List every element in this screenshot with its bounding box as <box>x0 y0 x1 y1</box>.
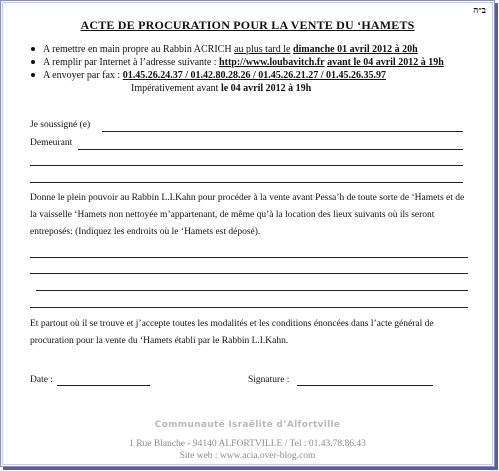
signatory-label: Je soussigné (e) <box>30 120 91 130</box>
document-title: ACTE DE PROCURATION POUR LA VENTE DU ‘HAMETS <box>80 18 415 32</box>
instruction-text <box>43 69 386 82</box>
hebrew-header-mark: ב״ה <box>473 5 486 15</box>
instruction-item <box>31 69 444 82</box>
instruction-segment: dimanche 01 avril 2012 à 20h <box>292 44 418 55</box>
instruction-segment: au plus tard le <box>234 44 291 55</box>
address-line-2[interactable] <box>30 165 463 166</box>
organization-address: 1 Rue Blanche - 94140 ALFORTVILLE / Tel : 01.43.78.86.43 <box>129 439 366 449</box>
instruction-segment: avant le 04 avril 2012 à 19h <box>327 57 444 68</box>
instruction-text <box>43 56 444 69</box>
instruction-segment: 01.45.26.24.37 / 01.42.80.28.26 / 01.45.26.21.27 / 01.45.26.35.97 <box>122 70 387 81</box>
signature-label: Signature : <box>248 375 290 385</box>
address-line-3[interactable] <box>30 182 463 183</box>
locations-line-1[interactable] <box>30 257 468 258</box>
instructions-note <box>31 82 444 95</box>
date-label: Date : <box>30 375 53 385</box>
instruction-segment: A envoyer par fax : <box>43 70 123 81</box>
signatory-line[interactable] <box>102 131 463 132</box>
instruction-segment: http://www.loubavitch.fr <box>219 57 325 68</box>
bullet-icon <box>31 47 35 51</box>
address-label: Demeurant <box>30 138 73 148</box>
address-line-1[interactable] <box>78 149 463 150</box>
instruction-text <box>43 43 418 56</box>
mandate-paragraph: Donne le plein pouvoir au Rabbin L.I.Kahn pour procéder à la vente avant Pessa’h de toute sorte de ‘Hamets et de la vaisselle ‘Hamets non nettoyée m’appartenant, de même qu’à la location des lieux suivants où ils seront entreposés: (Indiquez les endroits où le ‘Hamets est déposé). <box>30 193 465 237</box>
instruction-item <box>31 43 444 56</box>
bullet-icon <box>31 73 35 77</box>
locations-line-2[interactable] <box>30 273 468 274</box>
organization-name: Communauté Israëlite d’Alfortville <box>154 420 341 430</box>
date-line[interactable] <box>57 385 150 386</box>
instructions-note-prefix: Impérativement avant <box>131 83 221 94</box>
instruction-item <box>31 56 444 69</box>
bullet-icon <box>31 60 35 64</box>
signature-line[interactable] <box>297 385 433 386</box>
instruction-segment: A remettre en main propre au Rabbin ACRICH <box>43 44 235 55</box>
organization-website: Site web : www.acia.over-blog.com <box>179 451 316 461</box>
instructions-list <box>31 43 444 95</box>
instructions-note-deadline: le 04 avril 2012 à 19h <box>220 83 312 94</box>
locations-line-3[interactable] <box>36 290 468 291</box>
instruction-segment: A remplir par Internet à l’adresse suivante : <box>43 57 220 68</box>
locations-line-4[interactable] <box>30 307 468 308</box>
acceptance-paragraph: Et partout où il se trouve et j’accepte toutes les modalités et les conditions énoncées dans l’acte général de procuration pour la vente du ‘Hamets établi par le Rabbin L.I.Kahn. <box>30 319 434 346</box>
